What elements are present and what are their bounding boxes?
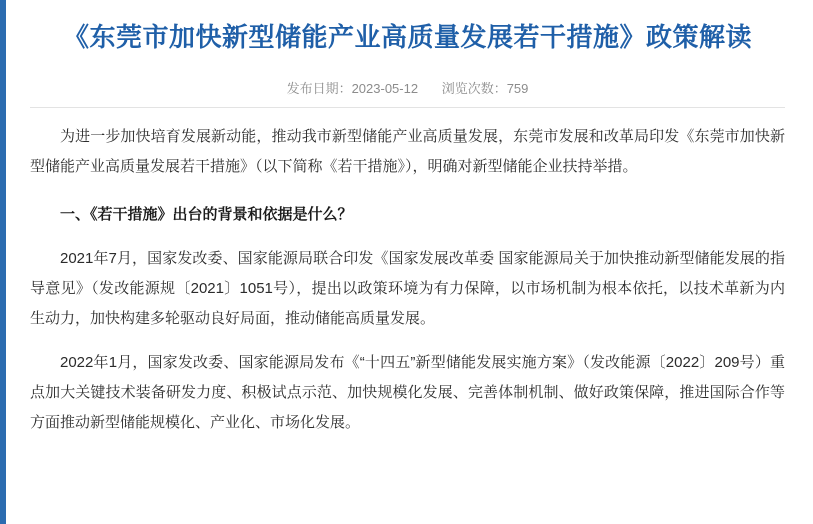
header-divider [30, 107, 785, 108]
document-body [30, 122, 785, 438]
page-title: 《东莞市加快新型储能产业高质量发展若干措施》政策解读 [62, 22, 752, 52]
view-count: 浏览次数：759 [441, 81, 529, 96]
document-content [6, 0, 813, 524]
section-heading: 一、《若干措施》出台的背景和依据是什么？ [60, 206, 353, 223]
publish-date: 发布日期：2023-05-12 [286, 81, 419, 96]
document-meta [30, 78, 785, 97]
paragraph: 2022年1月，国家发改委、国家能源局发布《“十四五”新型储能发展实施方案》（发改能源〔2022〕209号）重点加大关键技术装备研发力度、积极试点示范、加快规模化发展、完善体制机制、做好政策保障，推进国际合作等方面推动新型储能规模化、产业化、市场化发展。 [30, 354, 785, 431]
paragraph: 为进一步加快培育发展新动能，推动我市新型储能产业高质量发展，东莞市发展和改革局印发《东莞市加快新型储能产业高质量发展若干措施》（以下简称《若干措施》），明确对新型储能企业扶持举措。 [30, 128, 785, 175]
paragraph: 2021年7月，国家发改委、国家能源局联合印发《国家发展改革委 国家能源局关于加快推动新型储能发展的指导意见》（发改能源规〔2021〕1051号），提出以政策环境为有力保障，以市场机制为根本依托，以技术革新为内生动力，加快构建多轮驱动良好局面，推动储能高质量发展。 [30, 250, 785, 327]
